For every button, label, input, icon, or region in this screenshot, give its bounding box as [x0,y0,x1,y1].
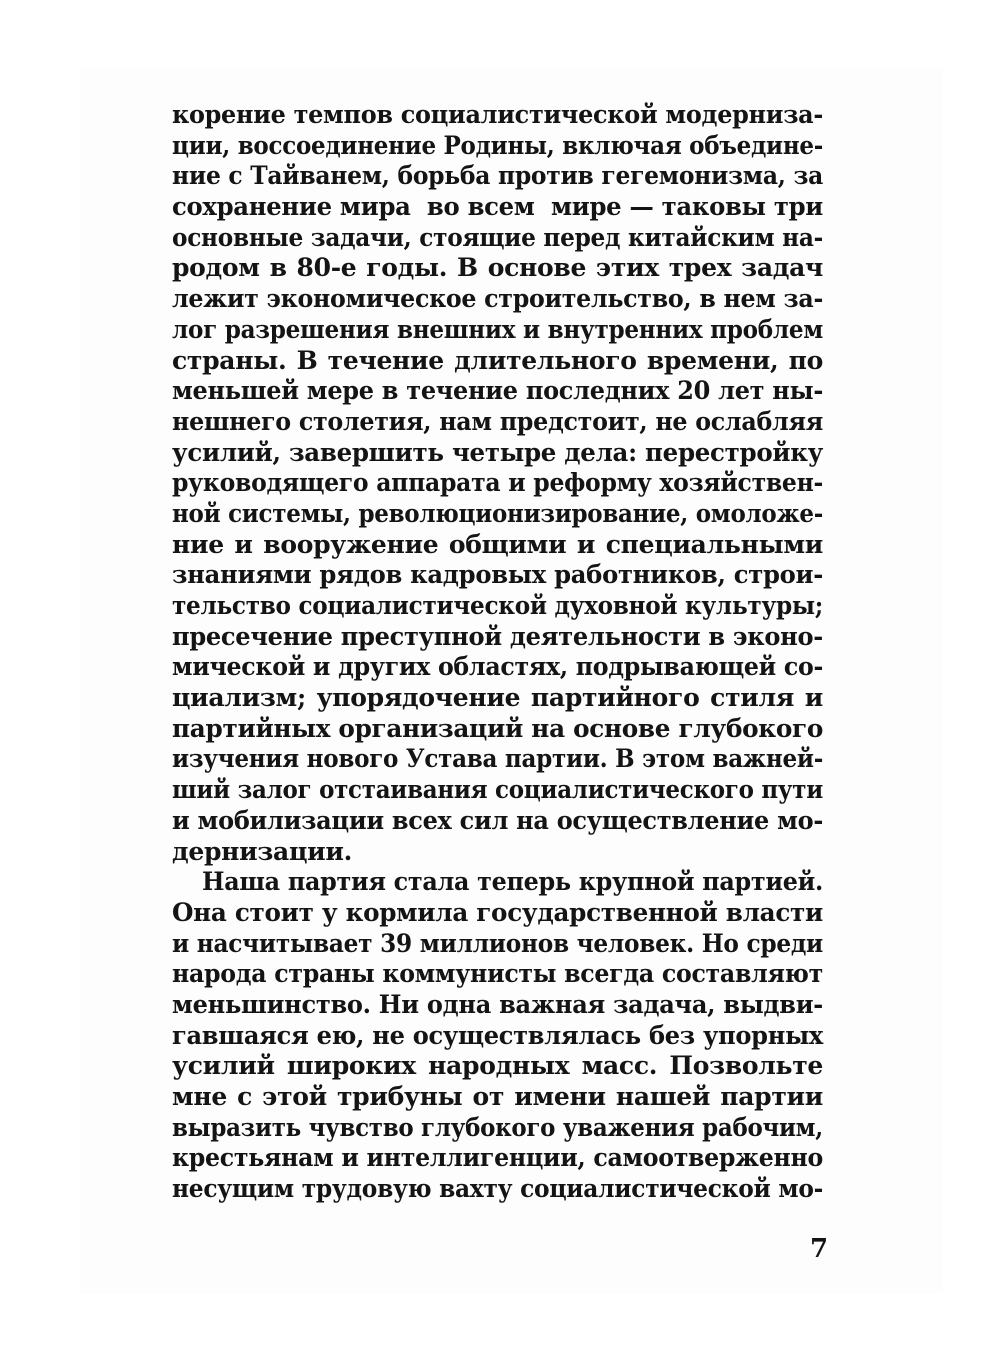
text-line: народа страны коммунисты всегда составляют [172,959,823,989]
text-line: пресечение преступной деятельности в эконо- [172,621,823,651]
text-line: Наша партия стала теперь крупной партией. [202,867,823,897]
text-line: циализм; упорядочение партийного стиля и [172,683,823,713]
text-line: родом в 80-е годы. В основе этих трех задач [172,253,823,283]
text-line: ции, воссоединение Родины, включая объедине- [172,130,823,160]
text-line: основные задачи, стоящие перед китайским на- [172,222,823,252]
text-line: несущим трудовую вахту социалистической мо- [172,1174,823,1204]
text-line: тельство социалистической духовной культуры; [172,591,823,620]
text-line: страны. В течение длительного времени, по [172,345,823,375]
text-line: мической и других областях, подрывающей со- [172,652,823,682]
text-line: усилий широких народных масс. Позвольте [172,1051,823,1081]
text-line: корение темпов социалистической модерниза- [172,100,823,129]
page-body-text [172,100,823,1205]
text-line: дернизации. [172,836,353,866]
text-line: нешнего столетия, нам предстоит, не ослабляя [172,406,823,436]
text-line: партийных организаций на основе глубокого [172,713,823,743]
text-line: и мобилизации всех сил на осуществление мо- [172,805,823,835]
text-line: лежит экономическое строительство, в нем за- [172,284,823,314]
text-line: мне с этой трибуны от имени нашей партии [172,1082,823,1111]
text-line: усилий, завершить четыре дела: перестройку [172,437,823,467]
text-line: меньшей мере в течение последних 20 лет ны- [172,376,823,406]
text-line: лог разрешения внешних и внутренних проблем [172,314,823,344]
text-line: и насчитывает 39 миллионов человек. Но среди [172,928,823,958]
text-line: ший залог отстаивания социалистического пути [172,775,823,805]
text-line: ной системы, революционизирование, омоложе- [172,498,823,528]
page-number: 7 [810,1234,829,1264]
text-line: руководящего аппарата и реформу хозяйствен- [172,468,823,498]
text-line: гавшаяся ею, не осуществлялась без упорных [172,1020,823,1050]
text-line: сохранение мира во всем мире — таковы три [172,192,823,222]
text-line: изучения нового Устава партии. В этом важней- [172,744,823,774]
text-line: меньшинство. Ни одна важная задача, выдви- [172,989,823,1019]
paragraph-1 [172,100,823,867]
text-line: выразить чувство глубокого уважения рабочим, [172,1112,823,1142]
text-line: крестьянам и интеллигенции, самоотверженно [172,1143,823,1173]
text-line: ние с Тайванем, борьба против гегемонизма, за [172,161,823,191]
text-line: знаниями рядов кадровых работников, строи- [172,560,823,590]
text-line: ние и вооружение общими и специальными [172,529,823,559]
text-line: Она стоит у кормила государственной власти [172,897,823,927]
paragraph-2 [172,867,823,1205]
